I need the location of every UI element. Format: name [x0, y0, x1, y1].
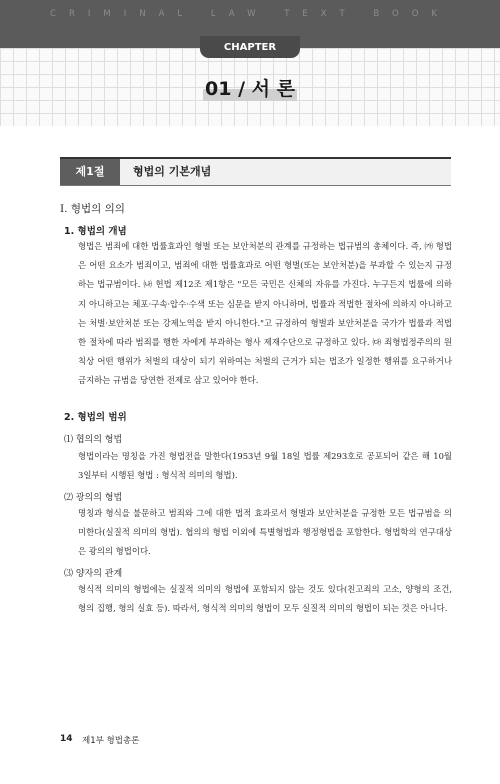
heading-broad-sense: ⑵ 광의의 형법	[64, 493, 123, 503]
chapter-tab: CHAPTER	[200, 36, 300, 58]
heading-narrow-sense: ⑴ 협의의 형법	[64, 435, 123, 445]
heading-scope: 2. 형법의 범위	[64, 412, 127, 423]
section-number: 제1절	[60, 159, 120, 185]
section-header	[60, 157, 451, 186]
page-number: 14	[60, 734, 73, 744]
chapter-title-text: 01 / 서 론	[203, 74, 297, 101]
heading-relation: ⑶ 양자의 관계	[64, 569, 123, 579]
section-title: 형법의 기본개념	[133, 165, 212, 178]
heading-roman-1: Ⅰ. 형법의 의의	[60, 203, 125, 215]
paragraph-broad-sense: 명칭과 형식을 불문하고 범죄와 그에 대한 법적 효과로서 형벌과 보안처분을 규정한 모든 법규범을 의미한다(실질적 의미의 형법). 협의의 형법 이외에 특별형법과 행정형법을 포함한다. 형법학의 연구대상은 광의의 형법이다.	[78, 508, 452, 557]
series-title: CRIMINAL LAW TEXT BOOK	[50, 9, 450, 19]
chapter-title	[0, 74, 500, 101]
heading-concept: 1. 형법의 개념	[64, 226, 127, 237]
paragraph-concept: 형법은 범죄에 대한 법률효과인 형벌 또는 보안처분의 관계를 규정하는 법규범의 총체이다. 즉, ㈎ 형법은 어떤 요소가 범죄이고, 범죄에 대한 법률효과로 어떤 형벌(또는 보안처분)을 부과할 수 있는지 규정하는 법규범이다. ㈏ 헌법 제12조 제1항은 "모든 국민은 신체의 자유를 가진다. 누구든지 법률에 의하지 아니하고는 체포·구속·압수·수색 또는 심문을 받지 아니하며, 법률과 적법한 절차에 의하지 아니하고는 처벌·보안처분 또는 강제노역을 받지 아니한다."고 규정하여 형벌과 보안처분을 국가가 법률과 적법한 절차에 따라 범죄를 행한 자에게 부과하는 형사 제재수단으로 규정하고 있다. ㈐ 죄형법정주의의 원칙상 어떤 행위가 처벌의 대상이 되기 위하여는 처벌의 근거가 되는 법조가 일정한 행위를 요구하거나 금지하는 규범을 당연한 전제로 삼고 있어야 한다.	[78, 241, 452, 386]
paragraph-relation: 형식적 의미의 형법에는 실질적 의미의 형법에 포함되지 않는 것도 있다(친고죄의 고소, 양형의 조건, 형의 집행, 형의 실효 등). 따라서, 형식적 의미의 형법이 모두 실질적 의미의 형법이 되는 것은 아니다.	[78, 584, 452, 614]
paragraph-narrow-sense: 형법이라는 명칭을 가진 형법전을 말한다(1953년 9월 18일 법률 제293호로 공포되어 같은 해 10월 3일부터 시행된 형법 : 형식적 의미의 형법).	[78, 451, 452, 481]
part-label: 제1부 형법총론	[82, 736, 140, 746]
